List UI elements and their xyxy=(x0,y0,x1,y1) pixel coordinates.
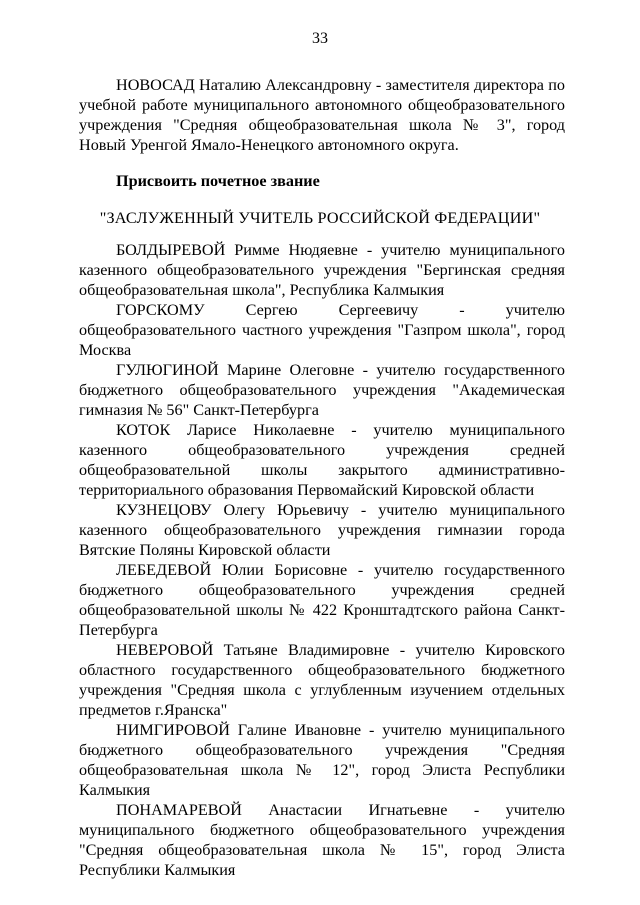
awardee-list xyxy=(79,240,565,880)
awardee-entry: БОЛДЫРЕВОЙ Римме Нюдяевне - учителю муниципального казенного общеобразовательного учреждения "Бергинская средняя общеобразовательная школа", Республика Калмыкия xyxy=(79,241,565,299)
award-heading: Присвоить почетное звание xyxy=(116,172,320,190)
awardee-entry: НЕВЕРОВОЙ Татьяне Владимировне - учителю Кировского областного государственного общеобразовательного бюджетного учреждения "Средняя школа с углубленным изучением отдельных предметов г.Яранска" xyxy=(79,641,565,719)
page-number: 33 xyxy=(312,30,328,47)
intro-paragraph-block xyxy=(79,75,565,155)
awardee-entry: ГОРСКОМУ Сергею Сергеевичу - учителю общеобразовательного частного учреждения "Газпром школа", город Москва xyxy=(79,301,565,359)
award-title: "ЗАСЛУЖЕННЫЙ УЧИТЕЛЬ РОССИЙСКОЙ ФЕДЕРАЦИИ" xyxy=(99,209,541,227)
awardee-entry: КОТОК Ларисе Николаевне - учителю муниципального казенного общеобразовательного учреждения средней общеобразовательной школы закрытого административно-территориального образования Первомайский Кировской области xyxy=(79,421,565,499)
awardee-entry: ПОНАМАРЕВОЙ Анастасии Игнатьевне - учителю муниципального бюджетного общеобразовательного учреждения "Средняя общеобразовательная школа № 15", город Элиста Республики Калмыкия xyxy=(79,801,565,879)
awardee-entry: КУЗНЕЦОВУ Олегу Юрьевичу - учителю муниципального казенного общеобразовательного учреждения гимназии города Вятские Поляны Кировской области xyxy=(79,501,565,559)
awardee-entry: ЛЕБЕДЕВОЙ Юлии Борисовне - учителю государственного бюджетного общеобразовательного учреждения средней общеобразовательной школы № 422 Кронштадтского района Санкт-Петербурга xyxy=(79,561,565,639)
awardee-entry: НИМГИРОВОЙ Галине Ивановне - учителю муниципального бюджетного общеобразовательного учреждения "Средняя общеобразовательная школа № 12", город Элиста Республики Калмыкия xyxy=(79,721,565,799)
intro-paragraph: НОВОСАД Наталию Александровну - заместителя директора по учебной работе муниципального автономного общеобразовательного учреждения "Средняя общеобразовательная школа № 3", город Новый Уренгой Ямало-Ненецкого автономного округа. xyxy=(79,76,565,154)
awardee-entry: ГУЛЮГИНОЙ Марине Олеговне - учителю государственного бюджетного общеобразовательного учреждения "Академическая гимназия № 56" Санкт-Петербурга xyxy=(79,361,565,419)
